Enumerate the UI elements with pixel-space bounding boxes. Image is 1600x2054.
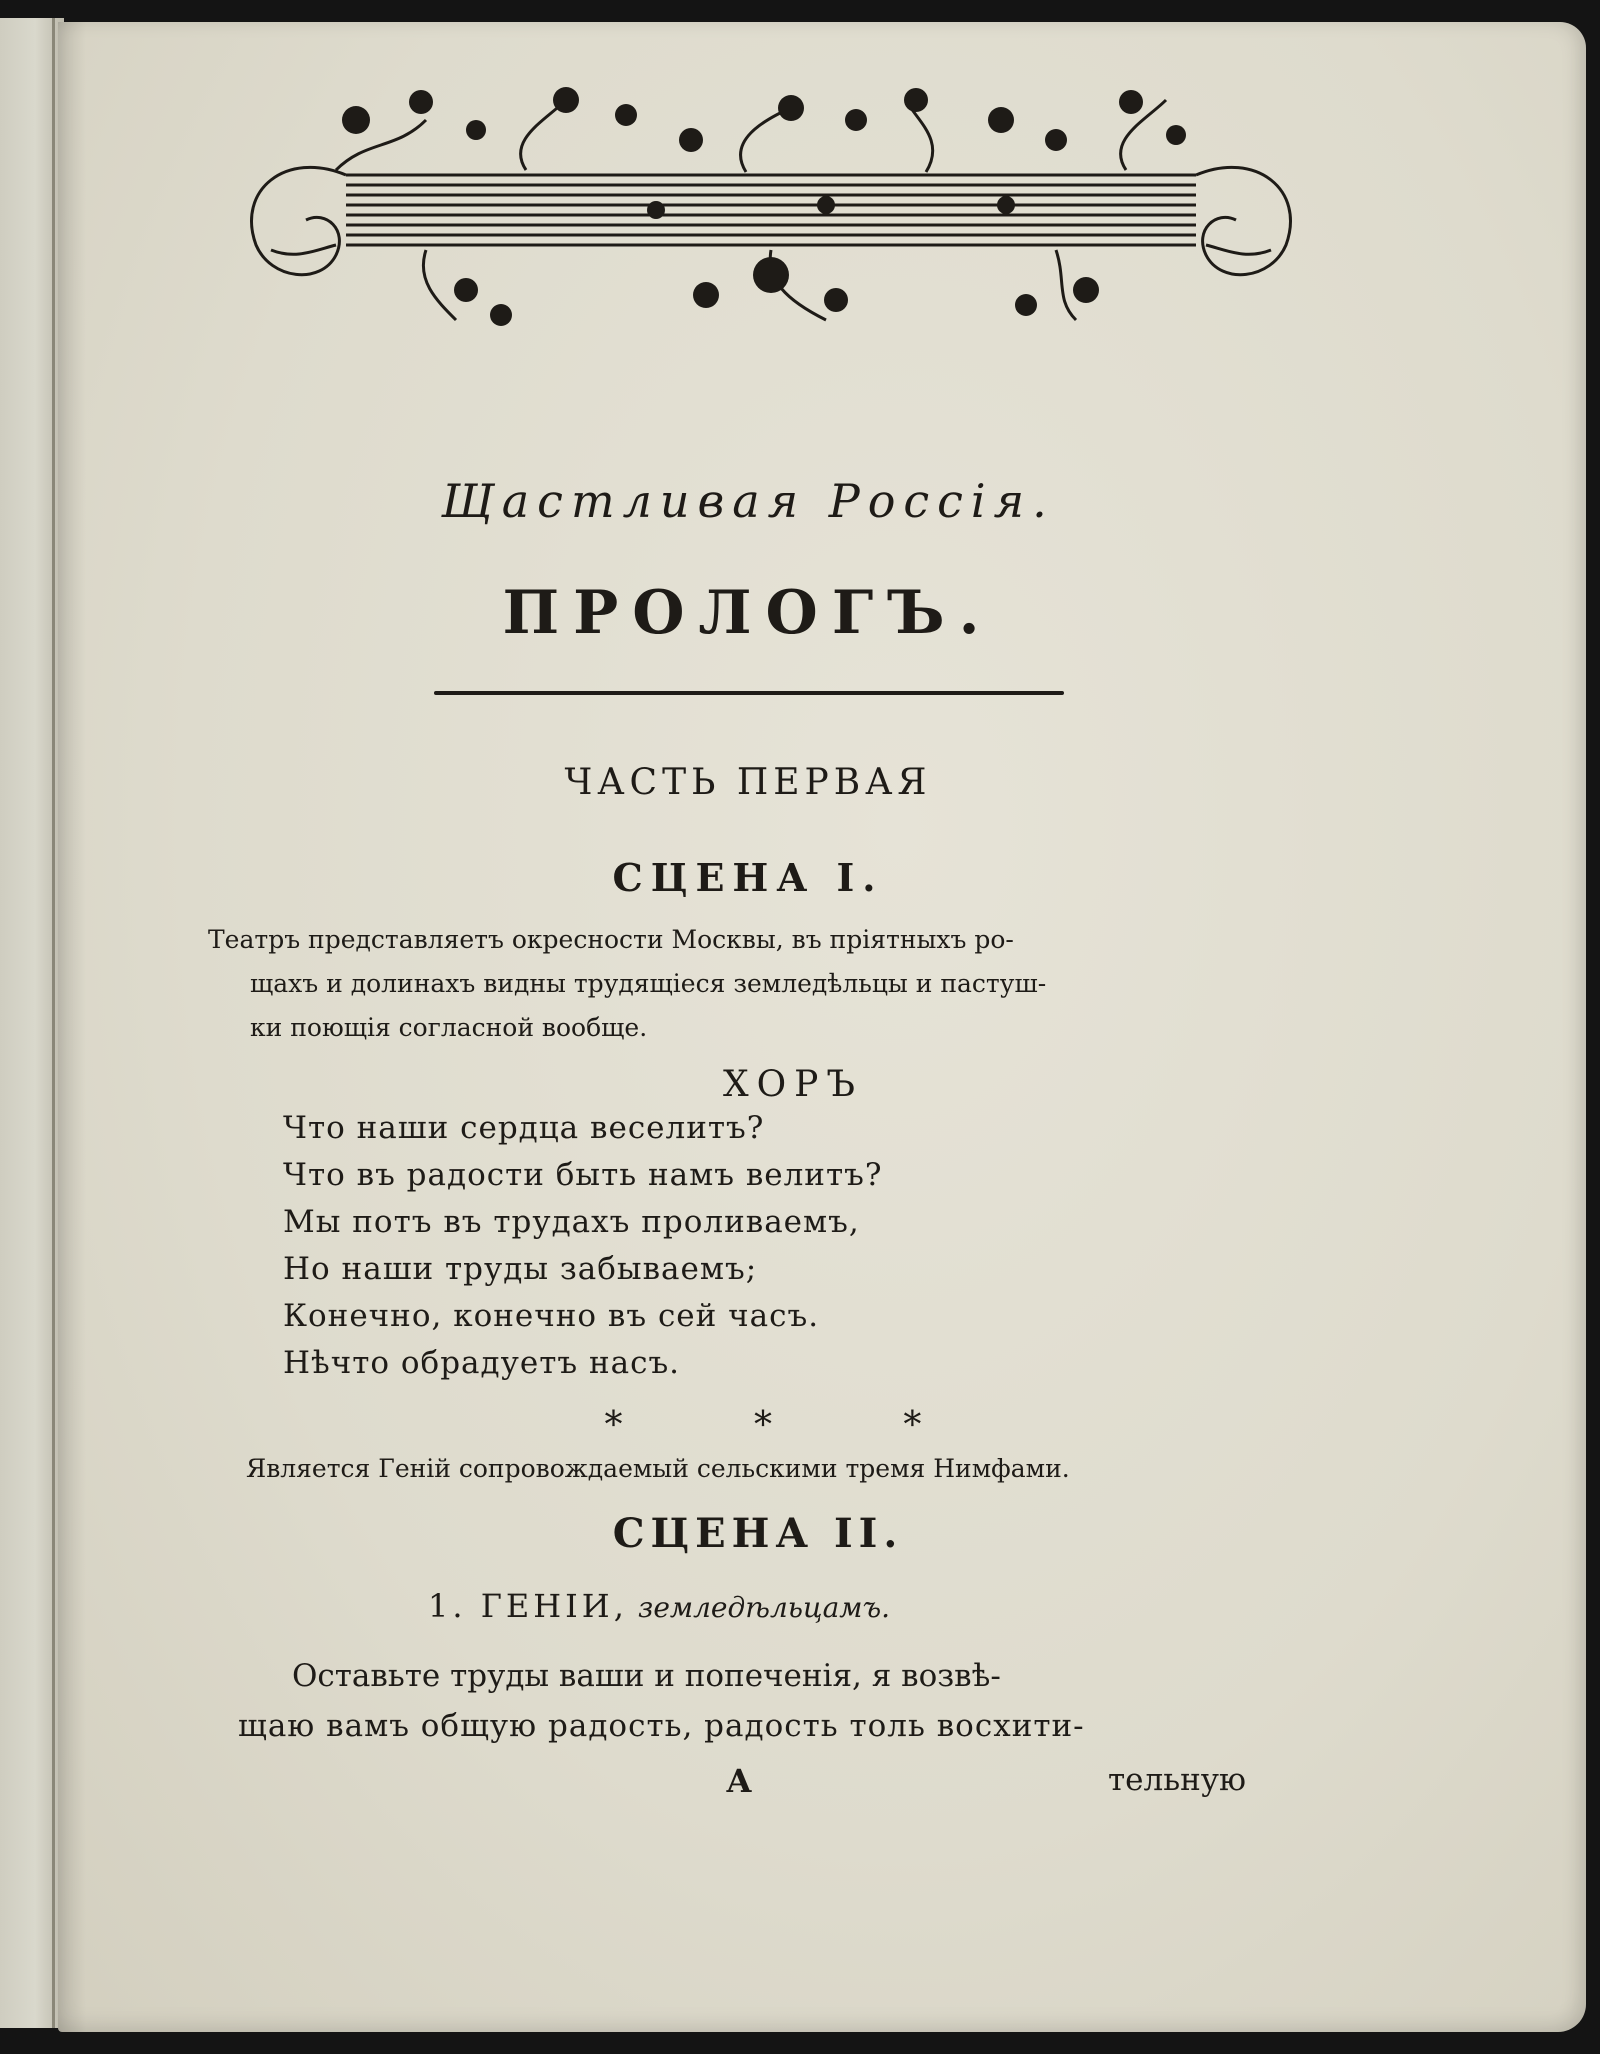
scene-2-heading: СЦЕНА II. <box>612 1510 904 1557</box>
book-page <box>58 22 1586 2032</box>
verse-line: Мы потъ въ трудахъ проливаемъ, <box>283 1204 860 1240</box>
stage-direction-2: Является Геній сопровождаемый сельскими тремя Нимфами. <box>246 1454 1070 1483</box>
verse-line: Конечно, конечно въ сей часъ. <box>283 1298 820 1334</box>
floral-headpiece-ornament-icon <box>226 80 1316 342</box>
play-title: Щастливая Россія. <box>441 474 1055 528</box>
speaker-direction: земледѣльцамъ. <box>638 1591 891 1624</box>
page-gutter-shadow <box>58 22 86 2032</box>
verse-line: Что въ радости быть намъ велитъ? <box>283 1157 883 1193</box>
scene-1-heading: СЦЕНА I. <box>612 855 884 900</box>
stage-direction-1 <box>208 918 1313 1050</box>
asterism-separator: * * * <box>604 1405 982 1446</box>
stage-direction-line: Театръ представляетъ окресности Москвы, въ пріятныхъ ро- <box>208 925 1014 954</box>
part-heading: ЧАСТЬ ПЕРВАЯ <box>564 762 932 803</box>
stage-direction-line: ки поющія согласной вообще. <box>250 1013 648 1042</box>
verse-line: Нѣчто обрадуетъ насъ. <box>283 1345 681 1381</box>
previous-page-edge <box>0 18 64 2028</box>
choir-verses <box>283 1105 1183 1387</box>
catchword: тельную <box>1108 1762 1246 1798</box>
verse-line: Что наши сердца веселитъ? <box>283 1110 765 1146</box>
divider-rule <box>434 691 1064 695</box>
speaker-line <box>428 1587 1128 1625</box>
choir-heading: ХОРЪ <box>723 1064 863 1105</box>
stage-direction-line: щахъ и долинахъ видны трудящіеся земледѣльцы и пастуш- <box>250 969 1047 998</box>
prose-line: Оставьте труды ваши и попеченія, я возвѣ- <box>292 1658 1001 1694</box>
prologue-heading: ПРОЛОГЪ. <box>502 578 994 648</box>
speaker-name: 1. ГЕНІИ, <box>428 1587 628 1625</box>
signature-mark: А <box>726 1762 753 1800</box>
prose-line: щаю вамъ общую радость, радость толь восхити- <box>238 1708 1085 1744</box>
verse-line: Но наши труды забываемъ; <box>283 1251 758 1287</box>
